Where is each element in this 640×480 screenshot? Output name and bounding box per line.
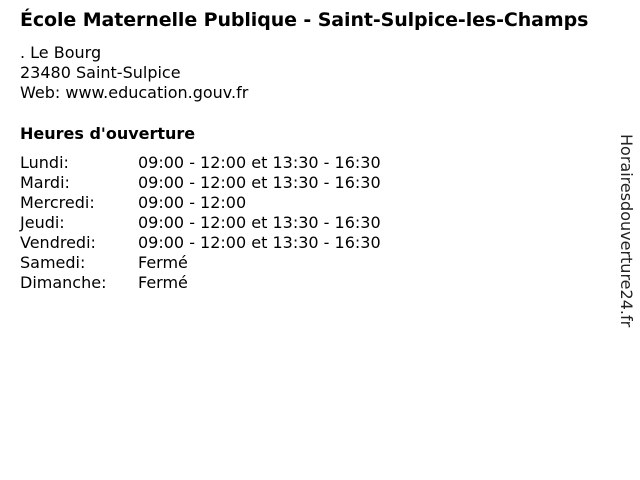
address-city: 23480 Saint-Sulpice: [20, 63, 181, 82]
hours-row-tuesday: [20, 173, 381, 193]
hours-row-thursday: [20, 213, 381, 233]
address-block: [20, 43, 248, 103]
day-hours: Fermé: [138, 253, 188, 272]
address-web: Web: www.education.gouv.fr: [20, 83, 249, 102]
watermark-text: Horairesdouverture24.fr: [617, 134, 636, 328]
day-hours: Fermé: [138, 273, 188, 292]
page-title: École Maternelle Publique - Saint-Sulpice-les-Champs: [20, 9, 589, 31]
day-hours: 09:00 - 12:00: [138, 193, 247, 212]
day-label: Mercredi:: [20, 193, 95, 212]
day-label: Vendredi:: [20, 233, 96, 252]
day-label: Jeudi:: [20, 213, 65, 232]
address-street: . Le Bourg: [20, 43, 102, 62]
day-hours: 09:00 - 12:00 et 13:30 - 16:30: [138, 233, 381, 252]
day-hours: 09:00 - 12:00 et 13:30 - 16:30: [138, 153, 381, 172]
day-label: Dimanche:: [20, 273, 107, 292]
hours-table: [20, 153, 381, 293]
day-hours: 09:00 - 12:00 et 13:30 - 16:30: [138, 173, 381, 192]
hours-row-wednesday: [20, 193, 381, 213]
hours-row-friday: [20, 233, 381, 253]
watermark: [612, 134, 638, 374]
day-label: Samedi:: [20, 253, 86, 272]
hours-heading: Heures d'ouverture: [20, 124, 196, 143]
day-label: Lundi:: [20, 153, 69, 172]
hours-row-saturday: [20, 253, 381, 273]
hours-row-sunday: [20, 273, 381, 293]
day-label: Mardi:: [20, 173, 70, 192]
hours-row-monday: [20, 153, 381, 173]
day-hours: 09:00 - 12:00 et 13:30 - 16:30: [138, 213, 381, 232]
